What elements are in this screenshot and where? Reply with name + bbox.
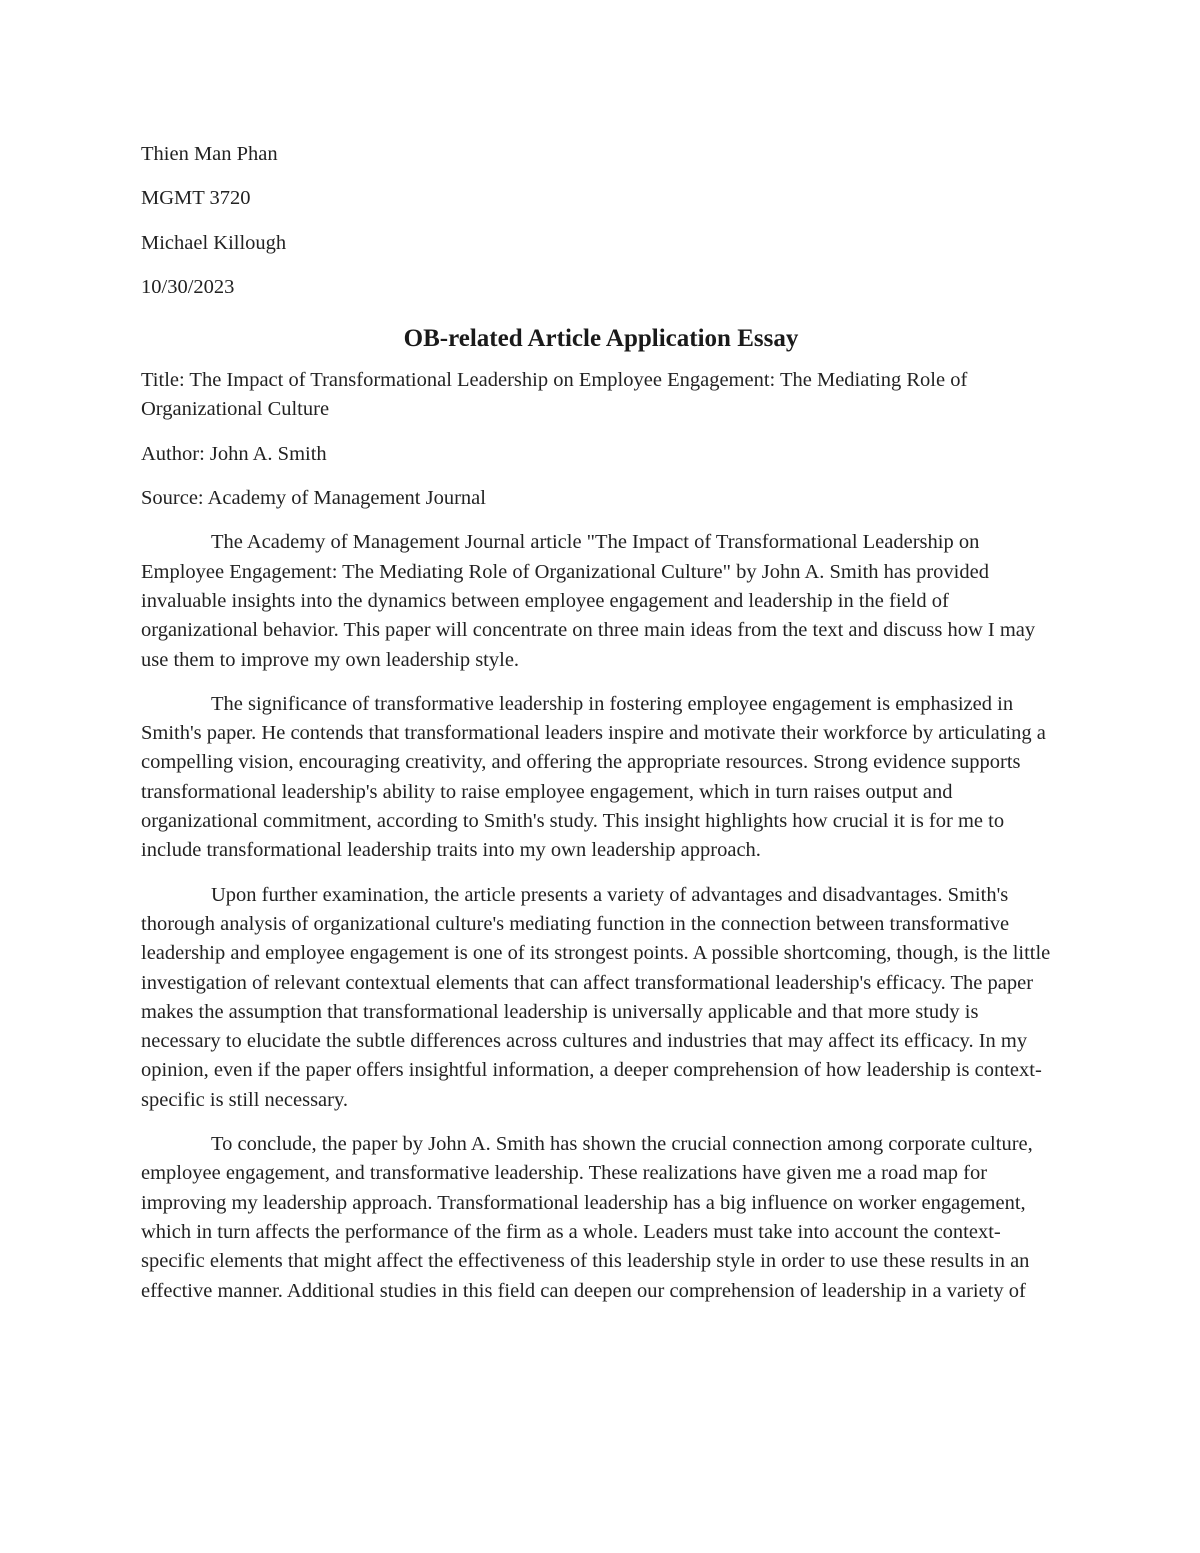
- header-block: [141, 140, 1061, 302]
- article-title-line: Title: The Impact of Transformational Leadership on Employee Engagement: The Mediating Role of Organizational Culture: [141, 369, 968, 421]
- paragraph-introduction: The Academy of Management Journal article "The Impact of Transformational Leadership on Employee Engagement: The Mediating Role of Organizational Culture" by John A. Smith has provided invaluable insights into the dynamics between employee engagement and leadership in the field of organizational behavior. This paper will concentrate on three main ideas from the text and discuss how I may use them to improve my own leadership style.: [141, 531, 1036, 671]
- document-title: OB-related Article Application Essay: [403, 325, 799, 353]
- paragraph-analysis: Upon further examination, the article presents a variety of advantages and disadvantages. Smith's thorough analysis of organizational culture's mediating function in the connection between transformative leadership and employee engagement is one of its strongest points. A possible shortcoming, though, is the little investigation of relevant contextual elements that can affect transformational leadership's efficacy. The paper makes the assumption that transformational leadership is universally applicable and that more study is necessary to elucidate the subtle differences across cultures and industries that may affect its efficacy. In my opinion, even if the paper offers insightful information, a deeper comprehension of how leadership is context-specific is still necessary.: [141, 883, 1051, 1111]
- paragraph-conclusion: To conclude, the paper by John A. Smith has shown the crucial connection among corporate culture, employee engagement, and transformative leadership. These realizations have given me a road map for improving my leadership approach. Transformational leadership has a big influence on worker engagement, which in turn affects the performance of the firm as a whole. Leaders must take into account the context-specific elements that might affect the effectiveness of this leadership style in order to use these results in an effective manner. Additional studies in this field can deepen our comprehension of leadership in a variety of: [141, 1133, 1033, 1302]
- document-body: [141, 140, 1061, 1321]
- student-name: Thien Man Phan: [141, 143, 278, 165]
- source-line: Source: Academy of Management Journal: [141, 487, 486, 510]
- submission-date: 10/30/2023: [141, 275, 235, 298]
- paragraph-significance: The significance of transformative leadership in fostering employee engagement is emphasized in Smith's paper. He contends that transformational leaders inspire and motivate their workforce by articulating a compelling vision, encouraging creativity, and offering the appropriate resources. Strong evidence supports transformational leadership's ability to raise employee engagement, which in turn raises output and organizational commitment, according to Smith's study. This insight highlights how crucial it is for me to include transformational leadership traits into my own leadership approach.: [141, 692, 1046, 862]
- instructor-name: Michael Killough: [141, 231, 287, 254]
- author-line: Author: John A. Smith: [141, 442, 327, 465]
- course-code: MGMT 3720: [141, 187, 251, 210]
